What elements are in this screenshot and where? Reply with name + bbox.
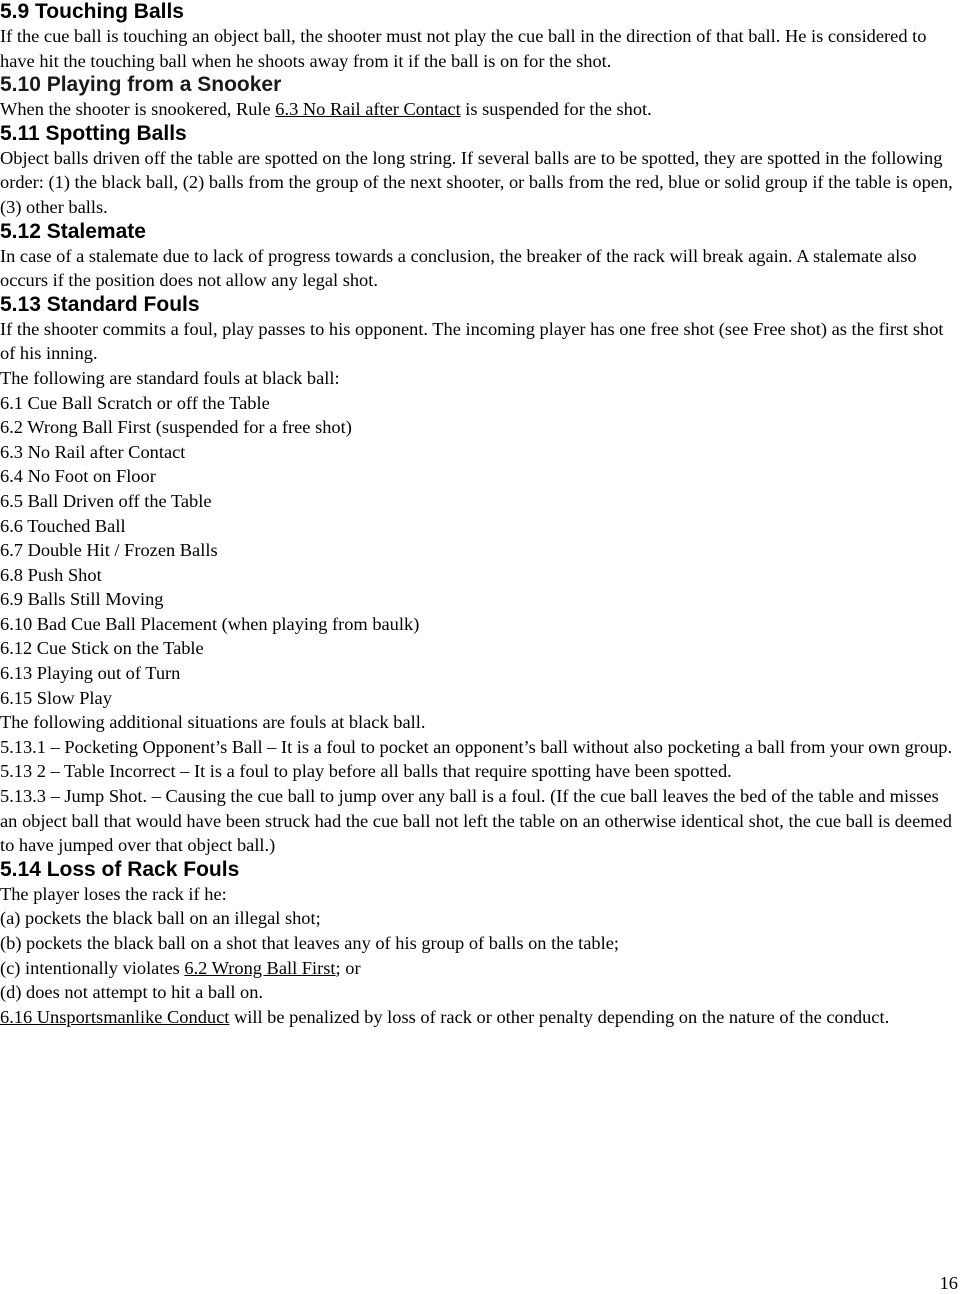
link-6-16-unsportsmanlike-conduct[interactable]: 6.16 Unsportsmanlike Conduct [0, 1006, 230, 1027]
heading-5-11: 5.11 Spotting Balls [0, 121, 187, 145]
foul-item: 6.13 Playing out of Turn [0, 663, 181, 684]
foul-item: 6.5 Ball Driven off the Table [0, 490, 212, 511]
heading-5-12: 5.12 Stalemate [0, 219, 146, 243]
foul-item: 6.15 Slow Play [0, 687, 112, 708]
foul-item: 6.8 Push Shot [0, 564, 102, 585]
link-6-2-wrong-ball-first[interactable]: 6.2 Wrong Ball First [184, 957, 336, 978]
loss-item-c-text: (c) intentionally violates [0, 957, 185, 978]
paragraph-5-13: If the shooter commits a foul, play passes to his opponent. The incoming player has one free shot (see Free shot) as the first shot of his inning. [0, 318, 944, 364]
heading-5-14: 5.14 Loss of Rack Fouls [0, 857, 240, 881]
rule-5-13-1: 5.13.1 – Pocketing Opponent’s Ball – It is a foul to pocket an opponent’s ball without also pocketing a ball from your own group. [0, 736, 953, 757]
paragraph-5-10 [0, 97, 956, 122]
foul-item: 6.4 No Foot on Floor [0, 466, 156, 487]
loss-item-c [0, 956, 956, 981]
foul-item: 6.3 No Rail after Contact [0, 441, 186, 462]
fouls-list-intro: The following are standard fouls at black ball: [0, 367, 340, 388]
foul-item: 6.2 Wrong Ball First (suspended for a free shot) [0, 417, 352, 438]
paragraph-5-11: Object balls driven off the table are spotted on the long string. If several balls are to be spotted, they are spotted in the following order: (1) the black ball, (2) balls from the group of the next shooter, or balls from the red, blue or solid group if the table is open, (3) other balls. [0, 147, 953, 217]
loss-of-rack-intro: The player loses the rack if he: [0, 883, 227, 904]
paragraph-5-9: If the cue ball is touching an object ball, the shooter must not play the cue ball in the direction of that ball. He is considered to have hit the touching ball when he shoots away from it if the ball is on for the shot. [0, 26, 927, 71]
heading-5-13: 5.13 Standard Fouls [0, 292, 200, 316]
closing-paragraph [0, 1005, 956, 1030]
foul-item: 6.10 Bad Cue Ball Placement (when playing from baulk) [0, 613, 420, 634]
paragraph-5-10-text: When the shooter is snookered, Rule [0, 99, 276, 120]
heading-5-9: 5.9 Touching Balls [0, 0, 184, 23]
page-number: 16 [939, 1273, 958, 1293]
loss-item-c-text-end: ; or [335, 957, 361, 978]
foul-item: 6.12 Cue Stick on the Table [0, 638, 204, 659]
foul-item: 6.6 Touched Ball [0, 515, 126, 536]
heading-5-10: 5.10 Playing from a Snooker [0, 73, 282, 97]
loss-item-d: (d) does not attempt to hit a ball on. [0, 982, 264, 1003]
foul-item: 6.9 Balls Still Moving [0, 589, 164, 610]
rule-5-13-3: 5.13.3 – Jump Shot. – Causing the cue ball to jump over any ball is a foul. (If the cue ball leaves the bed of the table and misses an object ball that would have been struck had the cue ball not left the table on an otherwise identical shot, the cue ball is deemed to have jumped over that object ball.) [0, 786, 952, 856]
rule-5-13-2: 5.13 2 – Table Incorrect – It is a foul to play before all balls that require spotting have been spotted. [0, 761, 732, 782]
link-6-3-no-rail[interactable]: 6.3 No Rail after Contact [275, 99, 461, 120]
loss-item-b: (b) pockets the black ball on a shot that leaves any of his group of balls on the table; [0, 933, 619, 953]
additional-fouls-intro: The following additional situations are fouls at black ball. [0, 712, 426, 733]
foul-item: 6.7 Double Hit / Frozen Balls [0, 540, 218, 561]
paragraph-5-12: In case of a stalemate due to lack of progress towards a conclusion, the breaker of the rack will break again. A stalemate also occurs if the position does not allow any legal shot. [0, 245, 917, 291]
loss-item-a: (a) pockets the black ball on an illegal shot; [0, 908, 321, 929]
foul-item: 6.1 Cue Ball Scratch or off the Table [0, 392, 270, 413]
standard-fouls-list [0, 391, 956, 711]
paragraph-5-10-text-end: is suspended for the shot. [460, 99, 652, 120]
closing-paragraph-text: will be penalized by loss of rack or other penalty depending on the nature of the conduct. [229, 1006, 890, 1027]
